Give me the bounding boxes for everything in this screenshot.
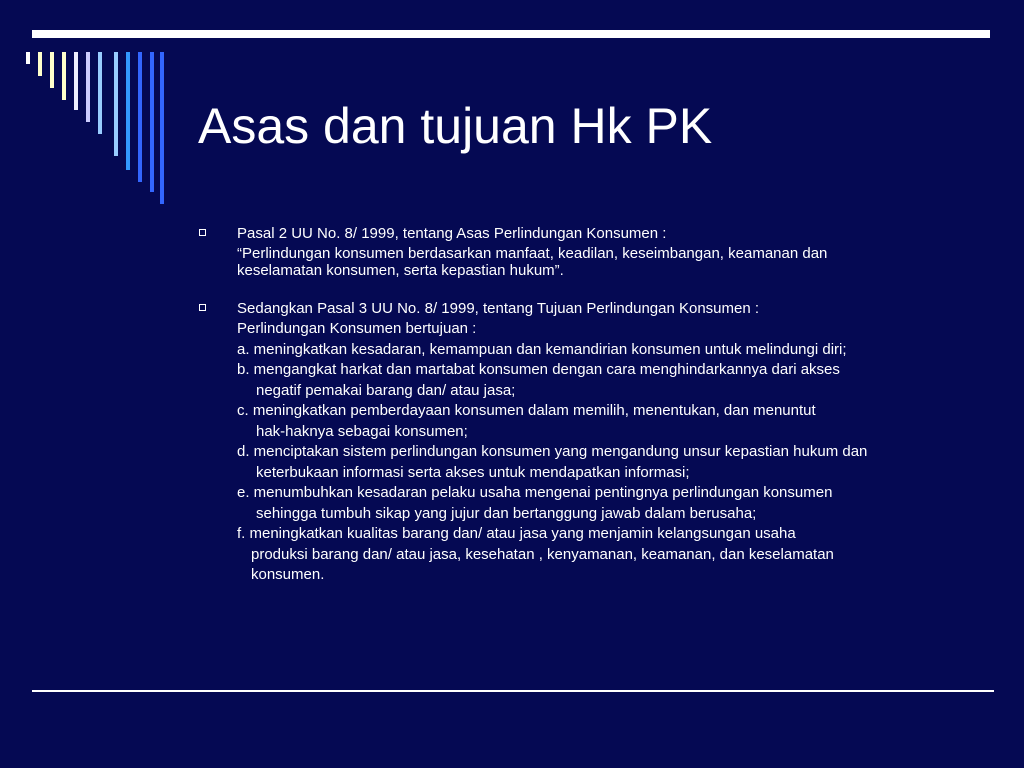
list-item-continuation: konsumen. [251,566,325,583]
stripe [126,52,130,170]
bullet-heading: Pasal 2 UU No. 8/ 1999, tentang Asas Perlindungan Konsumen : [237,225,667,242]
stripe [160,52,164,204]
list-item-line: e. menumbuhkan kesadaran pelaku usaha mengenai pentingnya perlindungan konsumen [237,484,833,501]
list-item [237,483,986,524]
list-item-line: d. menciptakan sistem perlindungan konsumen yang mengandung unsur kepastian hukum dan [237,443,868,460]
stripe [26,52,30,64]
stripe [74,52,78,110]
square-bullet-icon [199,304,206,311]
stripe [150,52,154,192]
list-item-line: c. meningkatkan pemberdayaan konsumen dalam memilih, menentukan, dan menuntut [237,402,816,419]
list-item-continuation: produksi barang dan/ atau jasa, kesehatan , kenyamanan, keamanan, dan keselamatan [251,545,834,563]
bottom-rule [32,690,994,692]
list-item-continuation: sehingga tumbuh sikap yang jujur dan bertanggung jawab dalam berusaha; [256,504,757,522]
slide-content [196,224,986,586]
list-item [237,340,986,361]
list-item-line: b. mengangkat harkat dan martabat konsumen dengan cara menghindarkannya dari akses [237,361,840,378]
list-item-line: f. meningkatkan kualitas barang dan/ atau jasa yang menjamin kelangsungan usaha [237,525,796,542]
stripe [38,52,42,76]
stripe [98,52,102,134]
list-item [237,442,986,483]
bullet-tujuan [196,299,986,586]
stripe [114,52,118,156]
stripe [138,52,142,182]
list-item-continuation: negatif pemakai barang dan/ atau jasa; [256,381,516,399]
quote-line: keselamatan konsumen, serta kepastian hukum”. [237,261,564,279]
square-bullet-icon [199,229,206,236]
bullet-asas [196,224,986,279]
bullet-intro: Perlindungan Konsumen bertujuan : [237,320,477,337]
slide-title: Asas dan tujuan Hk PK [198,98,713,154]
list-item-continuation: keterbukaan informasi serta akses untuk mendapatkan informasi; [256,463,690,481]
list-item-line: a. meningkatkan kesadaran, kemampuan dan kemandirian konsumen untuk melindungi diri; [237,340,847,358]
list-item [237,524,986,586]
quote-line: “Perlindungan konsumen berdasarkan manfaat, keadilan, keseimbangan, keamanan dan [237,244,828,262]
decorative-stripes [0,0,180,210]
bullet-heading: Sedangkan Pasal 3 UU No. 8/ 1999, tentang Tujuan Perlindungan Konsumen : [237,299,760,317]
stripe [62,52,66,100]
stripe [86,52,90,122]
list-item-continuation: hak-haknya sebagai konsumen; [256,422,468,440]
stripe [50,52,54,88]
list-item [237,360,986,401]
list-item [237,401,986,442]
